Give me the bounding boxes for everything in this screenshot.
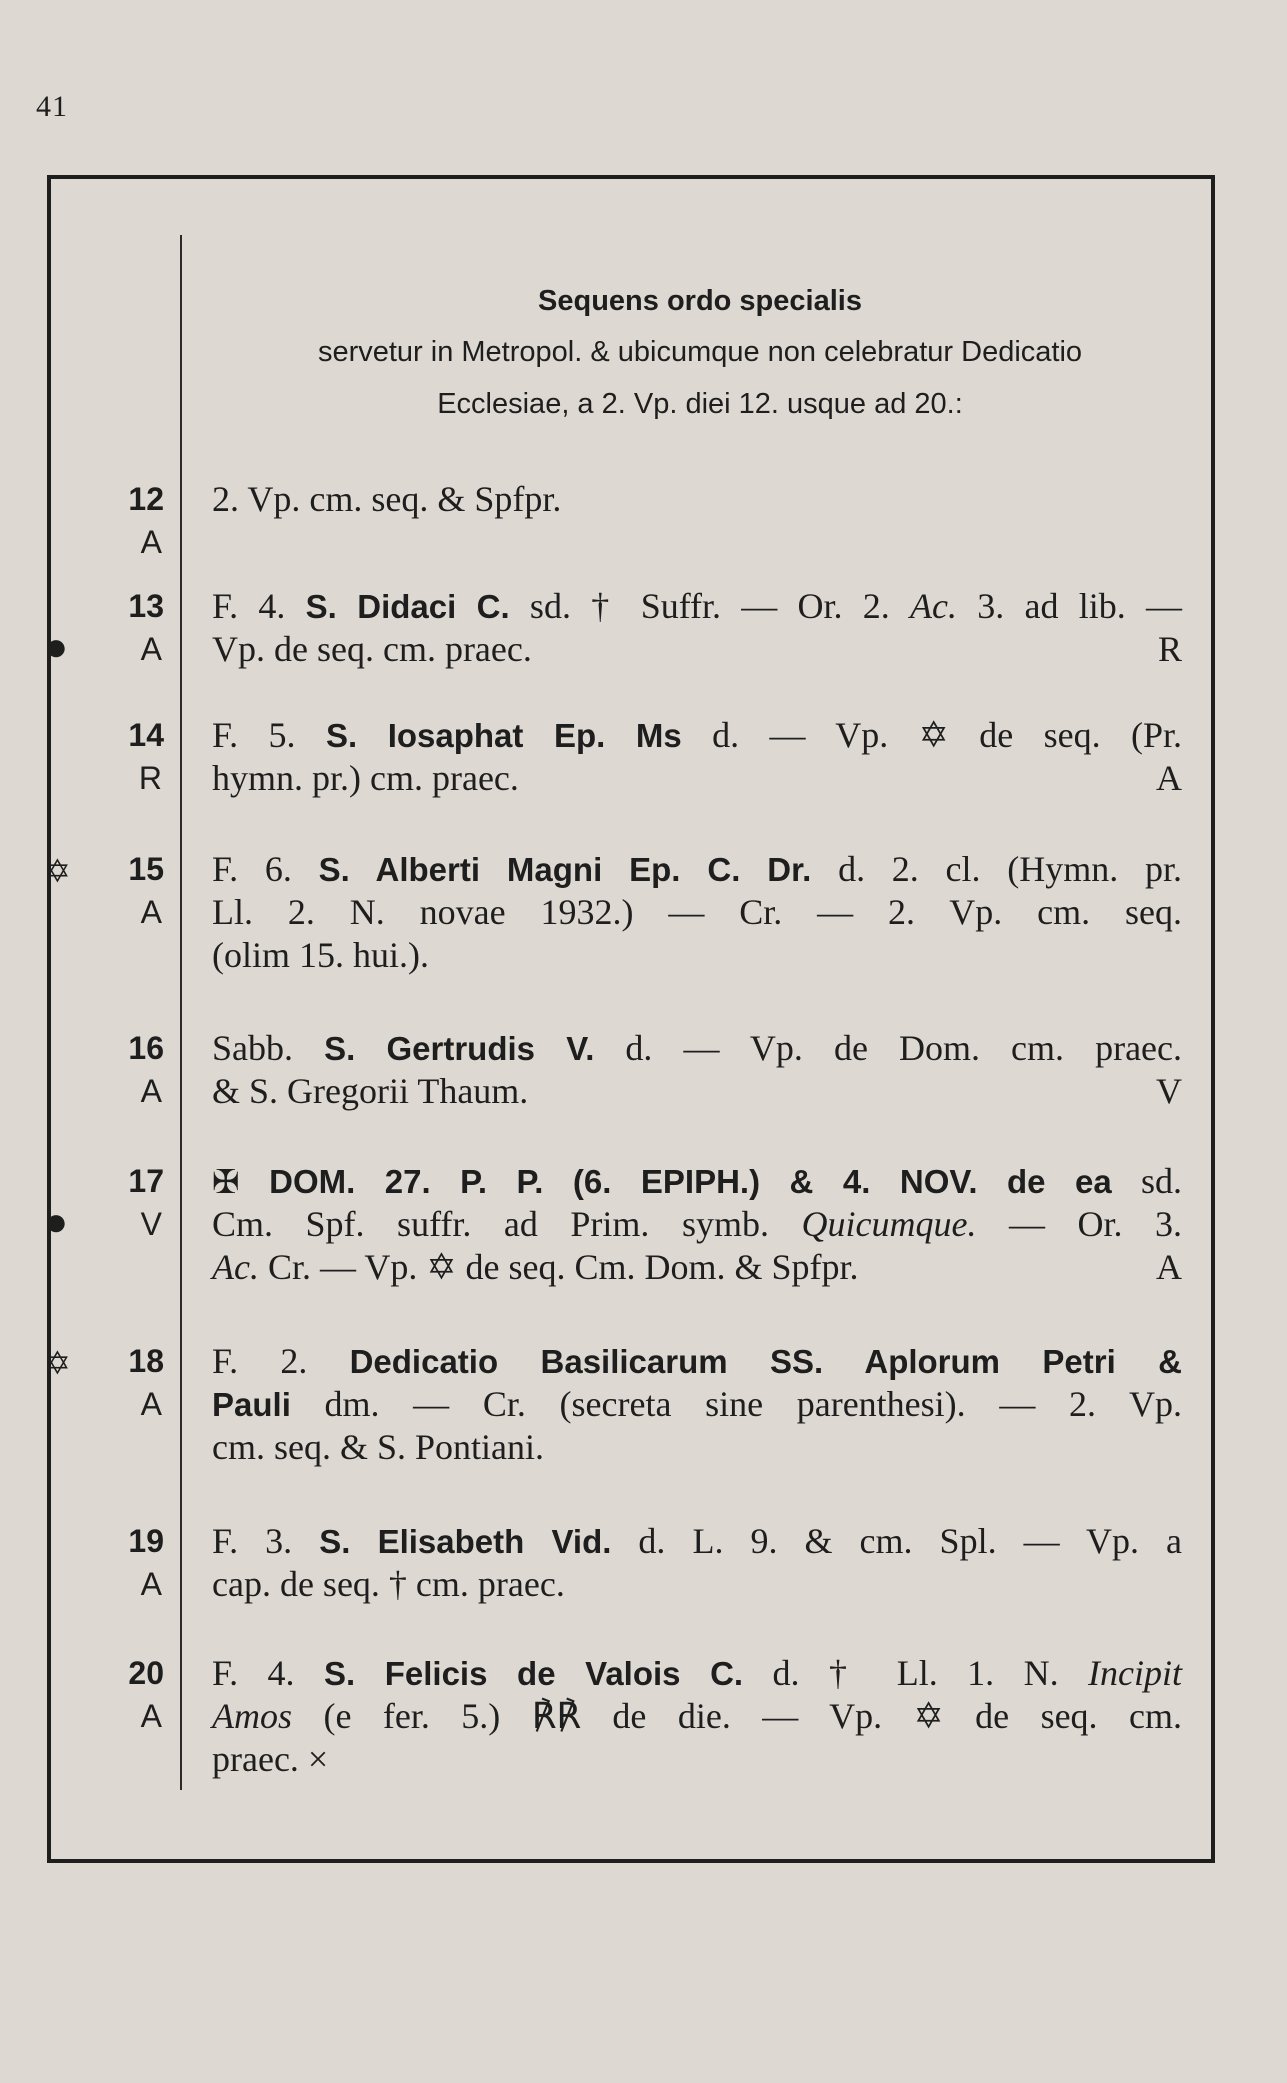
- entry-line: F. 4. S. Felicis de Valois C. d. † Ll. 1. N. Incipit: [212, 1653, 1182, 1693]
- section-header: [200, 276, 1200, 430]
- page-number: 41: [36, 90, 68, 123]
- liturgical-color: A: [140, 1566, 162, 1602]
- liturgical-color: A: [140, 631, 162, 667]
- entry-line: praec. ×: [212, 1739, 329, 1779]
- day-number: 16: [128, 1030, 164, 1066]
- entry-line: F. 4. S. Didaci C. sd. † Suffr. — Or. 2. Ac. 3. ad lib. —: [212, 586, 1182, 626]
- entry-line: Ll. 2. N. novae 1932.) — Cr. — 2. Vp. cm. seq.: [212, 892, 1182, 932]
- header-line-2: Ecclesiae, a 2. Vp. diei 12. usque ad 20.:: [437, 388, 963, 420]
- entry-line: cm. seq. & S. Pontiani.: [212, 1427, 544, 1467]
- color-letter: A: [1156, 758, 1182, 798]
- entry-line: Cm. Spf. suffr. ad Prim. symb. Quicumque. — Or. 3.: [212, 1204, 1183, 1244]
- entry-line: Sabb. S. Gertrudis V. d. — Vp. de Dom. cm. praec.: [212, 1028, 1182, 1068]
- day-number: 13: [128, 588, 164, 624]
- entry-line: & S. Gregorii Thaum. V: [212, 1071, 1182, 1111]
- color-letter: A: [1156, 1247, 1182, 1287]
- bullet-mark-icon: ●: [44, 625, 69, 669]
- liturgical-color: A: [140, 1698, 162, 1734]
- day-number: 14: [128, 717, 164, 753]
- liturgical-color: R: [138, 760, 162, 796]
- entry-line: Amos (e fer. 5.) ℟℟ de die. — Vp. ✡ de seq. cm.: [212, 1696, 1182, 1736]
- liturgical-color: A: [140, 1386, 162, 1422]
- entry-line: 2. Vp. cm. seq. & Spfpr.: [212, 479, 562, 519]
- day-number: 20: [128, 1655, 164, 1691]
- liturgical-color: A: [140, 524, 162, 560]
- entry-line: ✠ DOM. 27. P. P. (6. EPIPH.) & 4. NOV. de ea sd.: [212, 1161, 1183, 1201]
- day-number: 17: [128, 1163, 164, 1199]
- color-letter: R: [1157, 629, 1182, 669]
- day-number: 18: [128, 1343, 164, 1379]
- star-icon: ✡: [44, 1345, 71, 1381]
- entry-line: F. 3. S. Elisabeth Vid. d. L. 9. & cm. Spl. — Vp. a: [212, 1521, 1182, 1561]
- entry-line: hymn. pr.) cm. praec. A: [212, 758, 1182, 798]
- day-number: 12: [128, 481, 164, 517]
- color-letter: V: [1156, 1071, 1182, 1111]
- bullet-mark-icon: ●: [44, 1200, 69, 1244]
- star-icon: ✡: [44, 853, 71, 889]
- day-number: 19: [128, 1523, 164, 1559]
- entry-line: Vp. de seq. cm. praec. R: [212, 629, 1182, 669]
- header-title: Sequens ordo specialis: [538, 285, 862, 317]
- liturgical-color: V: [140, 1206, 162, 1242]
- entry-line: Pauli dm. — Cr. (secreta sine parenthesi). — 2. Vp.: [212, 1384, 1182, 1424]
- entry-line: cap. de seq. † cm. praec.: [212, 1564, 565, 1604]
- liturgical-color: A: [140, 1073, 162, 1109]
- entry-line: Ac. Cr. — Vp. ✡ de seq. Cm. Dom. & Spfpr. A: [212, 1247, 1182, 1287]
- liturgical-color: A: [140, 894, 162, 930]
- entry-line: F. 5. S. Iosaphat Ep. Ms d. — Vp. ✡ de seq. (Pr.: [212, 715, 1183, 755]
- entry-line: (olim 15. hui.).: [212, 935, 429, 975]
- column-divider: [180, 235, 182, 1790]
- day-number: 15: [128, 851, 164, 887]
- header-line-1: servetur in Metropol. & ubicumque non celebratur Dedicatio: [317, 336, 1083, 368]
- entry-line: F. 2. Dedicatio Basilicarum SS. Aplorum Petri &: [212, 1341, 1182, 1381]
- entry-line: F. 6. S. Alberti Magni Ep. C. Dr. d. 2. cl. (Hymn. pr.: [212, 849, 1182, 889]
